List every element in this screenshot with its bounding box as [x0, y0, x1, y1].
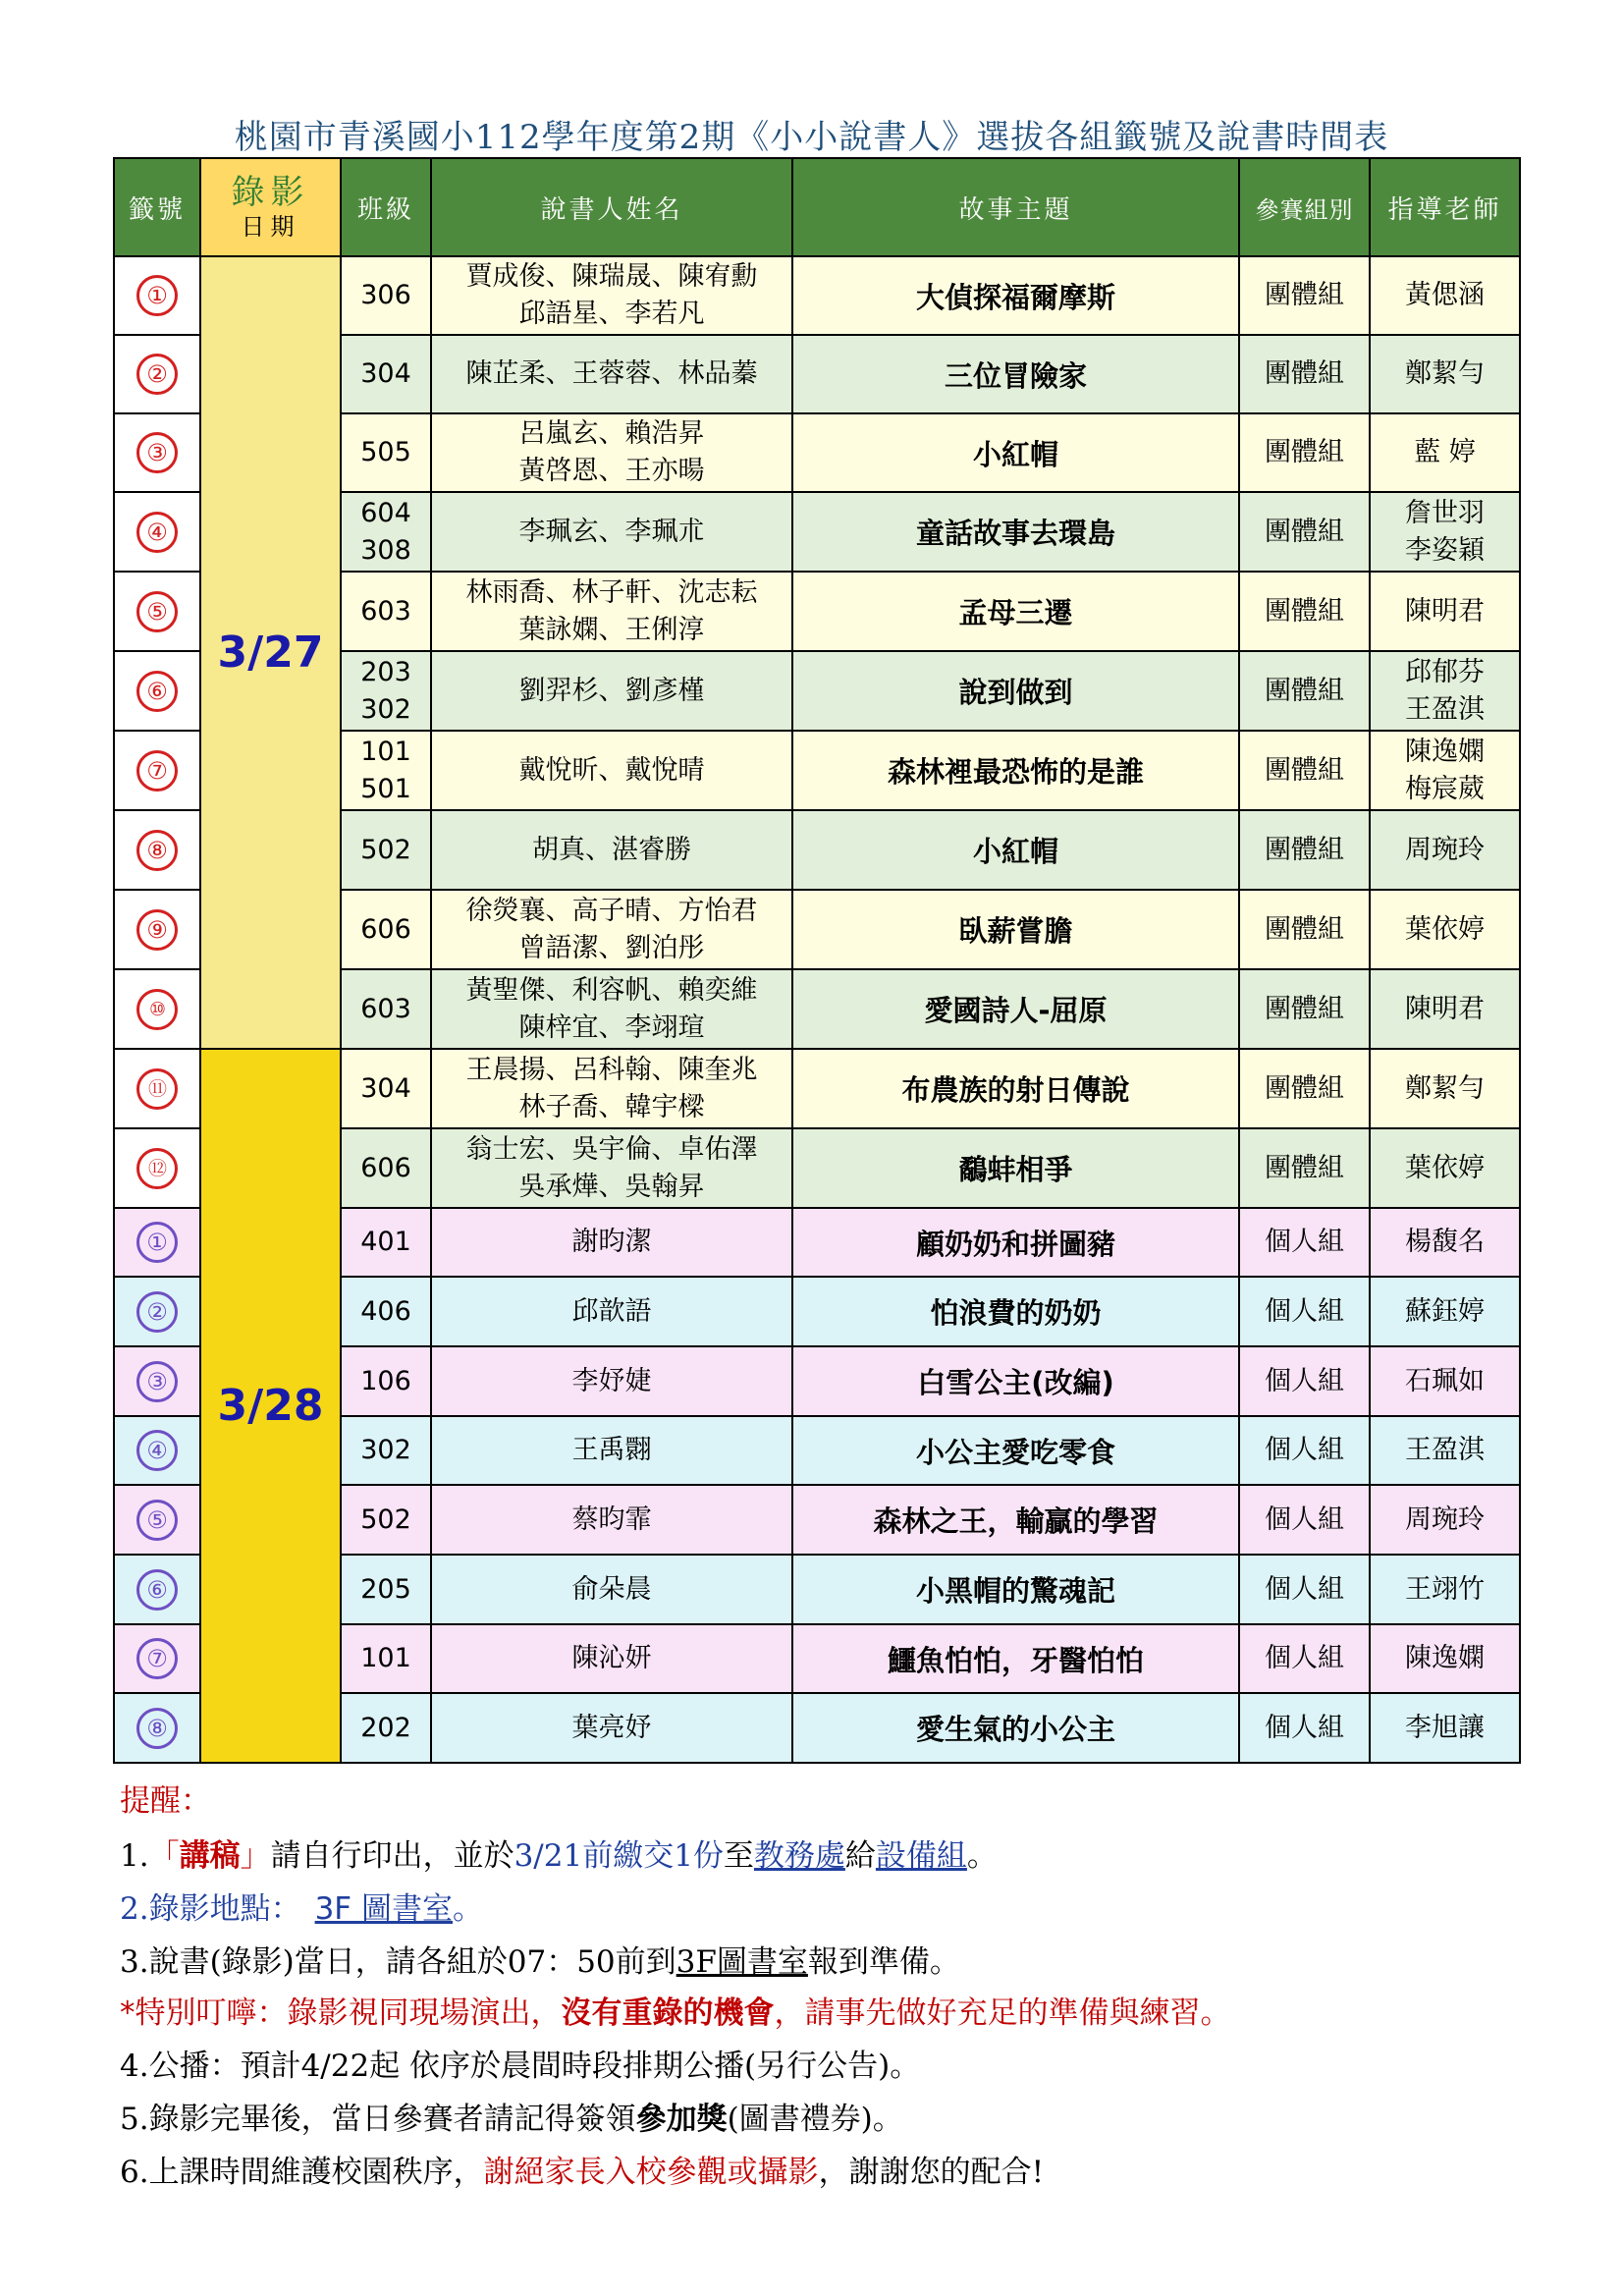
group-cell: 團體組 — [1239, 969, 1370, 1049]
names-cell — [431, 731, 792, 810]
teacher-line: 陳逸嫻 — [1405, 736, 1485, 767]
class-line: 302 — [360, 693, 411, 725]
teacher-line: 王翊竹 — [1405, 1573, 1485, 1605]
class-cell — [341, 651, 431, 731]
class-cell — [341, 492, 431, 572]
group-cell: 個人組 — [1239, 1555, 1370, 1624]
topic-cell: 愛生氣的小公主 — [792, 1693, 1239, 1763]
lot-number-cell — [114, 335, 200, 413]
names-cell — [431, 1485, 792, 1555]
lot-number-badge: ⑩ — [136, 989, 178, 1030]
lot-number-badge: ⑦ — [136, 750, 178, 792]
topic-cell: 孟母三遷 — [792, 572, 1239, 651]
note-4: *特別叮嚀：錄影視同現場演出，沒有重錄的機會，請事先做好充足的準備與練習。 — [120, 1995, 1231, 2031]
name-line: 王晨揚、呂科翰、陳奎兆 — [465, 1054, 758, 1085]
class-line: 502 — [360, 1503, 411, 1535]
topic-cell: 三位冒險家 — [792, 335, 1239, 413]
group-cell: 個人組 — [1239, 1346, 1370, 1416]
lot-number-cell — [114, 731, 200, 810]
teacher-cell — [1370, 1485, 1520, 1555]
group-cell: 團體組 — [1239, 731, 1370, 810]
lot-number-badge: ⑦ — [136, 1638, 178, 1679]
lot-number-badge: ⑥ — [136, 671, 178, 712]
lot-number-cell — [114, 890, 200, 969]
class-line: 606 — [360, 1152, 411, 1183]
class-cell — [341, 1624, 431, 1693]
note-3: 3.說書(錄影)當日，請各組於07：50前到3F圖書室報到準備。 — [120, 1944, 960, 1980]
teacher-cell — [1370, 492, 1520, 572]
lot-number-badge: ⑤ — [136, 1500, 178, 1541]
names-cell — [431, 1624, 792, 1693]
topic-cell: 小紅帽 — [792, 810, 1239, 890]
table-row — [114, 256, 1520, 335]
class-cell — [341, 1346, 431, 1416]
class-line: 306 — [360, 280, 411, 310]
teacher-line: 李姿穎 — [1405, 534, 1485, 566]
lot-number-badge: ⑨ — [136, 909, 178, 951]
class-line: 106 — [360, 1365, 411, 1396]
name-line: 戴悅昕、戴悅晴 — [518, 754, 705, 786]
class-cell — [341, 1049, 431, 1128]
teacher-line: 黃偲涵 — [1405, 280, 1485, 310]
name-line: 李妤婕 — [571, 1365, 652, 1396]
lot-number-cell — [114, 969, 200, 1049]
class-line: 203 — [360, 656, 411, 687]
class-cell — [341, 1555, 431, 1624]
teacher-cell — [1370, 1277, 1520, 1346]
teacher-line: 陳明君 — [1405, 595, 1485, 627]
names-cell — [431, 1346, 792, 1416]
topic-cell: 鷸蚌相爭 — [792, 1128, 1239, 1208]
class-line: 406 — [360, 1295, 411, 1327]
note-5: 4.公播：預計4/22起 依序於晨間時段排期公播(另行公告)。 — [120, 2049, 921, 2084]
group-cell: 個人組 — [1239, 1277, 1370, 1346]
lot-number-cell — [114, 1555, 200, 1624]
class-line: 501 — [360, 773, 411, 804]
name-line: 賈成俊、陳瑞晟、陳宥勳 — [465, 261, 758, 292]
class-line: 205 — [360, 1573, 411, 1605]
lot-number-badge: ④ — [136, 512, 178, 553]
lot-number-cell — [114, 1485, 200, 1555]
record-date-cell: 3/28 — [200, 1049, 341, 1763]
teacher-cell — [1370, 1208, 1520, 1277]
header-class: 班級 — [341, 158, 431, 256]
names-cell — [431, 1208, 792, 1277]
names-cell — [431, 572, 792, 651]
teacher-line: 葉依婷 — [1405, 913, 1485, 945]
class-line: 604 — [360, 497, 411, 528]
name-line: 曾語潔、劉泊彤 — [518, 932, 705, 963]
group-cell: 團體組 — [1239, 413, 1370, 492]
name-line: 邱歆語 — [571, 1295, 652, 1327]
class-line: 304 — [360, 1072, 411, 1104]
topic-cell: 說到做到 — [792, 651, 1239, 731]
class-line: 304 — [360, 358, 411, 389]
name-line: 林雨喬、林子軒、沈志耘 — [465, 576, 758, 608]
teacher-cell — [1370, 256, 1520, 335]
teacher-line: 蘇鈺婷 — [1405, 1295, 1485, 1327]
name-line: 陳芷柔、王蓉蓉、林品蓁 — [465, 358, 758, 389]
teacher-line: 鄭絜勻 — [1405, 358, 1485, 389]
class-line: 101 — [360, 1643, 411, 1673]
lot-number-badge: ③ — [136, 1361, 178, 1402]
class-line: 302 — [360, 1435, 411, 1465]
class-cell — [341, 335, 431, 413]
lot-number-cell — [114, 256, 200, 335]
class-cell — [341, 413, 431, 492]
names-cell — [431, 1128, 792, 1208]
class-cell — [341, 969, 431, 1049]
class-cell — [341, 810, 431, 890]
class-cell — [341, 1693, 431, 1763]
group-cell: 團體組 — [1239, 335, 1370, 413]
teacher-cell — [1370, 1128, 1520, 1208]
names-cell — [431, 1277, 792, 1346]
group-cell: 團體組 — [1239, 651, 1370, 731]
teacher-cell — [1370, 1346, 1520, 1416]
teacher-cell — [1370, 1049, 1520, 1128]
group-cell: 團體組 — [1239, 890, 1370, 969]
class-line: 502 — [360, 834, 411, 865]
group-cell: 個人組 — [1239, 1693, 1370, 1763]
lot-number-badge: ⑪ — [136, 1068, 178, 1110]
header-lot: 籤號 — [114, 158, 200, 256]
teacher-cell — [1370, 890, 1520, 969]
class-cell — [341, 1485, 431, 1555]
group-cell: 個人組 — [1239, 1416, 1370, 1485]
lot-number-badge: ① — [136, 1222, 178, 1263]
lot-number-badge: ③ — [136, 432, 178, 473]
lot-number-badge: ① — [136, 275, 178, 316]
teacher-line: 周琬玲 — [1405, 1503, 1485, 1535]
names-cell — [431, 969, 792, 1049]
class-cell — [341, 256, 431, 335]
lot-number-badge: ⑧ — [136, 1708, 178, 1749]
topic-cell: 小黑帽的驚魂記 — [792, 1555, 1239, 1624]
topic-cell: 小公主愛吃零食 — [792, 1416, 1239, 1485]
group-cell: 團體組 — [1239, 492, 1370, 572]
header-record-bottom: 日期 — [241, 213, 300, 241]
record-date-cell: 3/27 — [200, 256, 341, 1049]
teacher-cell — [1370, 731, 1520, 810]
lot-number-badge: ④ — [136, 1430, 178, 1471]
table-header-row — [114, 158, 1520, 256]
teacher-line: 石珮如 — [1405, 1365, 1485, 1396]
name-line: 黃聖傑、利容帆、賴奕維 — [465, 974, 758, 1006]
teacher-line: 李旭讓 — [1405, 1712, 1485, 1743]
table-row — [114, 1049, 1520, 1128]
group-cell: 團體組 — [1239, 810, 1370, 890]
class-line: 603 — [360, 993, 411, 1024]
names-cell — [431, 335, 792, 413]
teacher-line: 梅宸葳 — [1405, 773, 1485, 804]
names-cell — [431, 890, 792, 969]
topic-cell: 顧奶奶和拼圖豬 — [792, 1208, 1239, 1277]
teacher-cell — [1370, 1693, 1520, 1763]
lot-number-cell — [114, 1346, 200, 1416]
name-line: 吳承燁、吳翰昇 — [518, 1171, 705, 1202]
name-line: 徐熒襄、高子晴、方怡君 — [465, 895, 758, 926]
lot-number-cell — [114, 572, 200, 651]
name-line: 邱語星、李若凡 — [518, 299, 705, 329]
class-cell — [341, 572, 431, 651]
topic-cell: 白雪公主(改編) — [792, 1346, 1239, 1416]
teacher-line: 陳明君 — [1405, 993, 1485, 1024]
class-line: 505 — [360, 437, 411, 467]
teacher-line: 葉依婷 — [1405, 1152, 1485, 1183]
lot-number-cell — [114, 810, 200, 890]
group-cell: 團體組 — [1239, 1128, 1370, 1208]
lot-number-badge: ⑫ — [136, 1148, 178, 1189]
class-cell — [341, 731, 431, 810]
teacher-line: 詹世羽 — [1405, 497, 1485, 528]
topic-cell: 森林裡最恐怖的是誰 — [792, 731, 1239, 810]
teacher-line: 王盈淇 — [1405, 1435, 1485, 1465]
class-cell — [341, 1208, 431, 1277]
teacher-line: 周琬玲 — [1405, 834, 1485, 865]
lot-number-cell — [114, 1624, 200, 1693]
names-cell — [431, 1555, 792, 1624]
notes-heading: 提醒： — [120, 1783, 211, 1819]
group-cell: 團體組 — [1239, 256, 1370, 335]
names-cell — [431, 1693, 792, 1763]
teacher-line: 藍 婷 — [1414, 437, 1476, 467]
name-line: 陳沁妍 — [571, 1643, 652, 1673]
names-cell — [431, 651, 792, 731]
topic-cell: 鱷魚怕怕，牙醫怕怕 — [792, 1624, 1239, 1693]
schedule-table — [113, 157, 1521, 1764]
header-record-date — [200, 158, 341, 256]
lot-number-badge: ⑥ — [136, 1569, 178, 1611]
group-cell: 個人組 — [1239, 1485, 1370, 1555]
group-cell: 個人組 — [1239, 1208, 1370, 1277]
name-line: 胡真、湛睿勝 — [532, 834, 691, 865]
topic-cell: 森林之王，輸贏的學習 — [792, 1485, 1239, 1555]
class-cell — [341, 1277, 431, 1346]
lot-number-cell — [114, 1277, 200, 1346]
topic-cell: 小紅帽 — [792, 413, 1239, 492]
topic-cell: 童話故事去環島 — [792, 492, 1239, 572]
header-names: 說書人姓名 — [431, 158, 792, 256]
class-line: 401 — [360, 1227, 411, 1257]
topic-cell: 愛國詩人-屈原 — [792, 969, 1239, 1049]
class-line: 202 — [360, 1712, 411, 1743]
names-cell — [431, 413, 792, 492]
class-line: 308 — [360, 534, 411, 566]
topic-cell: 臥薪嘗膽 — [792, 890, 1239, 969]
names-cell — [431, 1049, 792, 1128]
name-line: 俞朵晨 — [571, 1573, 652, 1605]
lot-number-badge: ⑤ — [136, 591, 178, 632]
name-line: 翁士宏、吳宇倫、卓佑澤 — [465, 1133, 758, 1165]
teacher-line: 鄭絜勻 — [1405, 1072, 1485, 1104]
teacher-cell — [1370, 1555, 1520, 1624]
name-line: 李珮玄、李珮朮 — [518, 516, 705, 547]
name-line: 謝昀潔 — [571, 1227, 652, 1257]
page-title: 桃園市青溪國小112學年度第2期《小小說書人》選拔各組籤號及說書時間表 — [234, 118, 1389, 157]
teacher-cell — [1370, 651, 1520, 731]
header-topic: 故事主題 — [792, 158, 1239, 256]
note-6: 5.錄影完畢後，當日參賽者請記得簽領參加獎(圖書禮券)。 — [120, 2102, 903, 2137]
teacher-cell — [1370, 335, 1520, 413]
lot-number-cell — [114, 1693, 200, 1763]
teacher-line: 王盈淇 — [1405, 693, 1485, 725]
teacher-cell — [1370, 1624, 1520, 1693]
note-7: 6.上課時間維護校園秩序，謝絕家長入校參觀或攝影，謝謝您的配合! — [120, 2155, 1045, 2190]
teacher-line: 陳逸嫻 — [1405, 1643, 1485, 1673]
lot-number-cell — [114, 1128, 200, 1208]
name-line: 陳梓宜、李翊瑄 — [518, 1011, 705, 1043]
teacher-cell — [1370, 1416, 1520, 1485]
class-cell — [341, 890, 431, 969]
teacher-cell — [1370, 413, 1520, 492]
note-1: 1.「講稿」請自行印出，並於3/21前繳交1份至教務處給設備組。 — [120, 1838, 998, 1874]
topic-cell: 怕浪費的奶奶 — [792, 1277, 1239, 1346]
lot-number-badge: ② — [136, 1291, 178, 1333]
teacher-cell — [1370, 810, 1520, 890]
names-cell — [431, 492, 792, 572]
class-cell — [341, 1128, 431, 1208]
name-line: 林子喬、韓宇樑 — [518, 1091, 705, 1122]
name-line: 呂嵐玄、賴浩昇 — [518, 418, 705, 449]
teacher-cell — [1370, 969, 1520, 1049]
names-cell — [431, 1416, 792, 1485]
teacher-line: 邱郁芬 — [1405, 656, 1485, 687]
lot-number-cell — [114, 1416, 200, 1485]
name-line: 黃啓恩、王亦暘 — [518, 456, 705, 486]
topic-cell: 布農族的射日傳說 — [792, 1049, 1239, 1128]
class-line: 101 — [360, 736, 411, 767]
header-record-top: 錄影 — [231, 173, 310, 212]
lot-number-badge: ② — [136, 354, 178, 395]
header-teacher: 指導老師 — [1370, 158, 1520, 256]
class-line: 603 — [360, 595, 411, 627]
name-line: 王禹翾 — [571, 1435, 652, 1465]
topic-cell: 大偵探福爾摩斯 — [792, 256, 1239, 335]
name-line: 劉羿杉、劉彥槿 — [518, 675, 705, 706]
teacher-line: 楊馥名 — [1405, 1227, 1485, 1257]
name-line: 葉詠嫻、王俐淳 — [518, 614, 705, 645]
header-group: 參賽組別 — [1239, 158, 1370, 256]
names-cell — [431, 810, 792, 890]
group-cell: 團體組 — [1239, 572, 1370, 651]
group-cell: 個人組 — [1239, 1624, 1370, 1693]
class-cell — [341, 1416, 431, 1485]
teacher-cell — [1370, 572, 1520, 651]
lot-number-cell — [114, 413, 200, 492]
names-cell — [431, 256, 792, 335]
name-line: 蔡昀霏 — [571, 1503, 652, 1535]
lot-number-badge: ⑧ — [136, 830, 178, 871]
class-line: 606 — [360, 913, 411, 945]
note-2: 2.錄影地點： 3F 圖書室。 — [120, 1891, 483, 1927]
name-line: 葉亮妤 — [571, 1712, 652, 1743]
lot-number-cell — [114, 1208, 200, 1277]
lot-number-cell — [114, 1049, 200, 1128]
lot-number-cell — [114, 651, 200, 731]
lot-number-cell — [114, 492, 200, 572]
group-cell: 團體組 — [1239, 1049, 1370, 1128]
